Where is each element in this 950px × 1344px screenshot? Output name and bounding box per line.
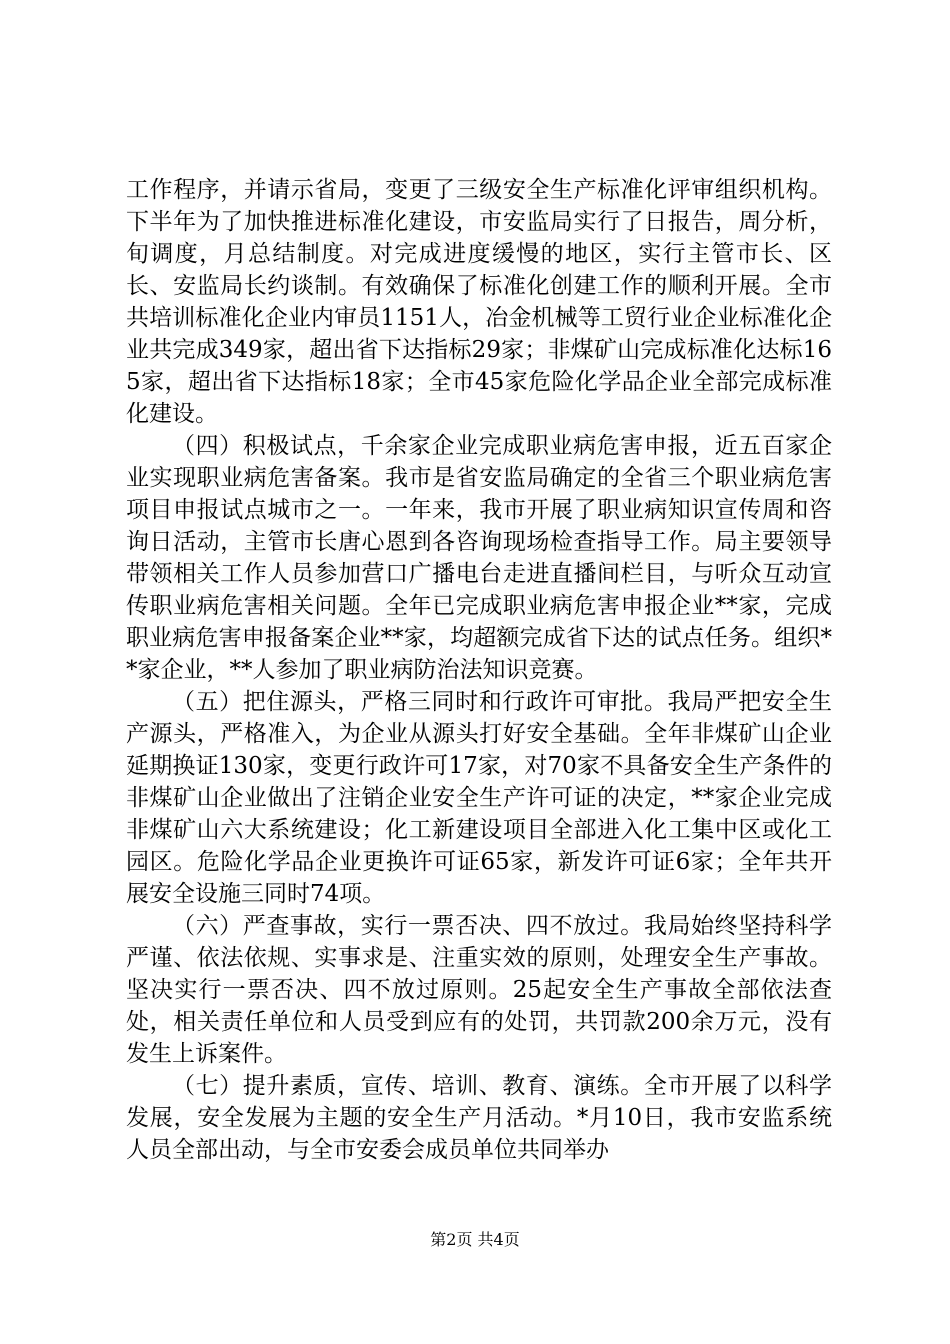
paragraph-section-seven: （七）提升素质，宣传、培训、教育、演练。全市开展了以科学发展，安全发展为主题的安全生产月活动。*月10日，我市安监系统人员全部出动，与全市安委会成员单位共同举办 xyxy=(126,1073,832,1163)
document-body xyxy=(126,174,832,1166)
paragraph-section-four: （四）积极试点，千余家企业完成职业病危害申报，近五百家企业实现职业病危害备案。我市是省安监局确定的全省三个职业病危害项目申报试点城市之一。一年来，我市开展了职业病知识宣传周和咨询日活动，主管市长唐心恩到各咨询现场检查指导工作。局主要领导带领相关工作人员参加营口广播电台走进直播间栏目，与听众互动宣传职业病危害相关问题。全年已完成职业病危害申报企业**家，完成职业病危害申报备案企业**家，均超额完成省下达的试点任务。组织**家企业，**人参加了职业病防治法知识竞赛。 xyxy=(126,433,832,683)
paragraph-section-six: （六）严查事故，实行一票否决、四不放过。我局始终坚持科学严谨、依法依规、实事求是、注重实效的原则，处理安全生产事故。坚决实行一票否决、四不放过原则。25起安全生产事故全部依法查处，相关责任单位和人员受到应有的处罚，共罚款200余万元，没有发生上诉案件。 xyxy=(126,913,832,1067)
page-number-footer: 第2页 共4页 xyxy=(430,1230,520,1249)
paragraph-continued: 工作程序，并请示省局，变更了三级安全生产标准化评审组织机构。下半年为了加快推进标准化建设，市安监局实行了日报告，周分析，旬调度，月总结制度。对完成进度缓慢的地区，实行主管市长、区长、安监局长约谈制。有效确保了标准化创建工作的顺利开展。全市共培训标准化企业内审员1151人，冶金机械等工贸行业企业标准化企业共完成349家，超出省下达指标29家；非煤矿山完成标准化达标165家，超出省下达指标18家；全市45家危险化学品企业全部完成标准化建设。 xyxy=(126,177,832,427)
paragraph-section-five: （五）把住源头，严格三同时和行政许可审批。我局严把安全生产源头，严格准入，为企业从源头打好安全基础。全年非煤矿山企业延期换证130家，变更行政许可17家，对70家不具备安全生产条件的非煤矿山企业做出了注销企业安全生产许可证的决定，**家企业完成非煤矿山六大系统建设；化工新建设项目全部进入化工集中区或化工园区。危险化学品企业更换许可证65家，新发许可证6家；全年共开展安全设施三同时74项。 xyxy=(126,689,832,907)
